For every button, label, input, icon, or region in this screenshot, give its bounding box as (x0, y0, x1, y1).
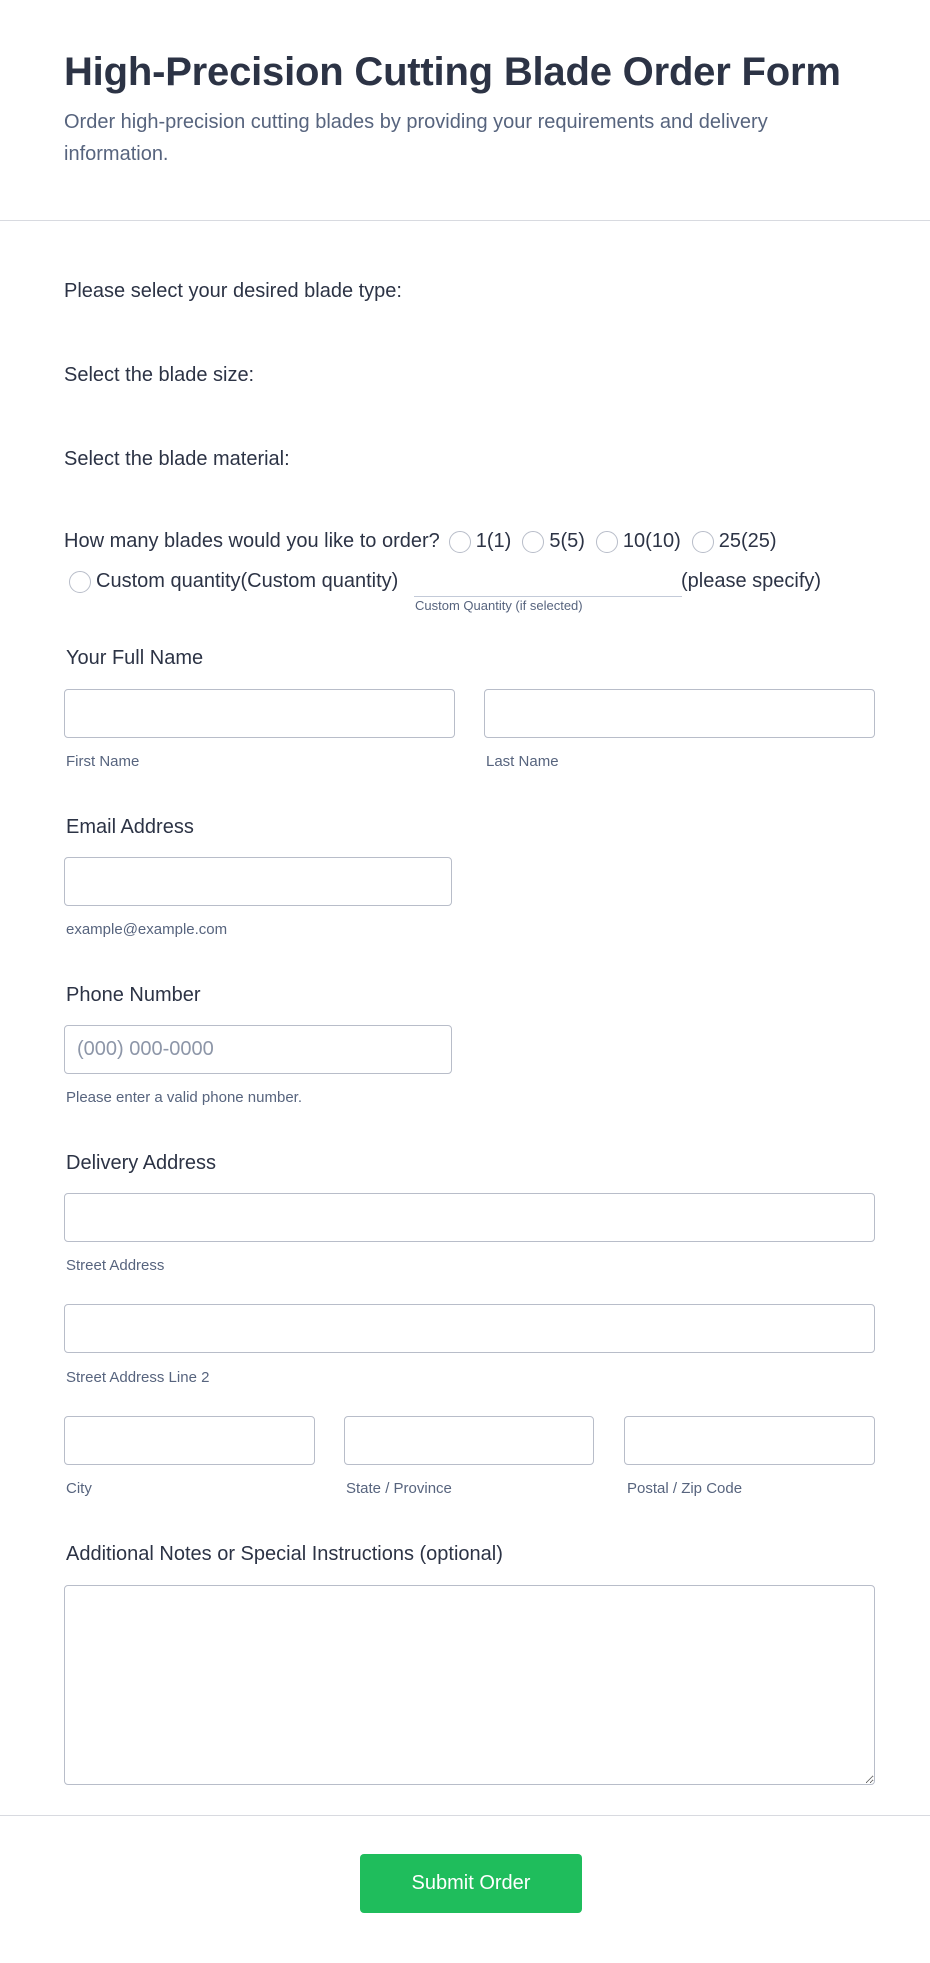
form-subtitle: Order high-precision cutting blades by providing your requirements and delivery information. (64, 111, 768, 165)
quantity-option-custom[interactable] (69, 570, 398, 593)
custom-quantity-underline (414, 596, 682, 597)
quantity-option-10[interactable] (596, 530, 681, 553)
quantity-option-5[interactable] (522, 530, 585, 553)
blade-size-question: Select the blade size: (64, 364, 255, 386)
custom-quantity-specify-text: (please specify) (681, 570, 822, 592)
email-sublabel: example@example.com (66, 921, 228, 938)
quantity-option-1[interactable] (449, 530, 512, 553)
quantity-question-row (64, 530, 788, 553)
street-address-line2-input[interactable] (64, 1304, 875, 1353)
quantity-option-label: 25(25) (718, 530, 777, 552)
submit-order-button[interactable]: Submit Order (360, 1854, 582, 1913)
quantity-custom-label: Custom quantity(Custom quantity) (96, 570, 399, 592)
city-input[interactable] (64, 1416, 315, 1465)
quantity-custom-row (69, 570, 409, 593)
full-name-label: Your Full Name (66, 647, 204, 669)
custom-quantity-sublabel: Custom Quantity (if selected) (415, 598, 583, 613)
first-name-sublabel: First Name (66, 753, 140, 770)
form-title: High-Precision Cutting Blade Order Form (64, 50, 841, 94)
quantity-question-label: How many blades would you like to order? (64, 530, 440, 552)
state-province-sublabel: State / Province (346, 1480, 452, 1497)
form-header (0, 0, 930, 221)
quantity-option-25[interactable] (692, 530, 777, 553)
phone-input[interactable] (64, 1025, 452, 1074)
last-name-sublabel: Last Name (486, 753, 559, 770)
email-input[interactable] (64, 857, 452, 906)
radio-button[interactable] (522, 531, 544, 553)
state-province-input[interactable] (344, 1416, 594, 1465)
street-address-sublabel: Street Address (66, 1257, 165, 1274)
street-address-line2-sublabel: Street Address Line 2 (66, 1369, 210, 1386)
city-sublabel: City (66, 1480, 92, 1497)
radio-button[interactable] (596, 531, 618, 553)
delivery-address-label: Delivery Address (66, 1152, 217, 1174)
email-label: Email Address (66, 816, 194, 838)
phone-sublabel: Please enter a valid phone number. (66, 1089, 302, 1106)
last-name-input[interactable] (484, 689, 875, 738)
quantity-option-label: 5(5) (549, 530, 585, 552)
radio-button[interactable] (69, 571, 91, 593)
postal-code-sublabel: Postal / Zip Code (627, 1480, 743, 1497)
notes-label: Additional Notes or Special Instructions (optional) (66, 1543, 503, 1565)
first-name-input[interactable] (64, 689, 455, 738)
radio-button[interactable] (692, 531, 714, 553)
blade-material-question: Select the blade material: (64, 448, 290, 470)
phone-label: Phone Number (66, 984, 201, 1006)
quantity-option-label: 10(10) (622, 530, 681, 552)
notes-textarea[interactable] (64, 1585, 875, 1785)
quantity-option-label: 1(1) (475, 530, 512, 552)
footer-divider (0, 1815, 930, 1816)
postal-code-input[interactable] (624, 1416, 875, 1465)
radio-button[interactable] (449, 531, 471, 553)
blade-type-question: Please select your desired blade type: (64, 280, 402, 302)
street-address-input[interactable] (64, 1193, 875, 1242)
custom-quantity-input[interactable] (414, 568, 682, 596)
